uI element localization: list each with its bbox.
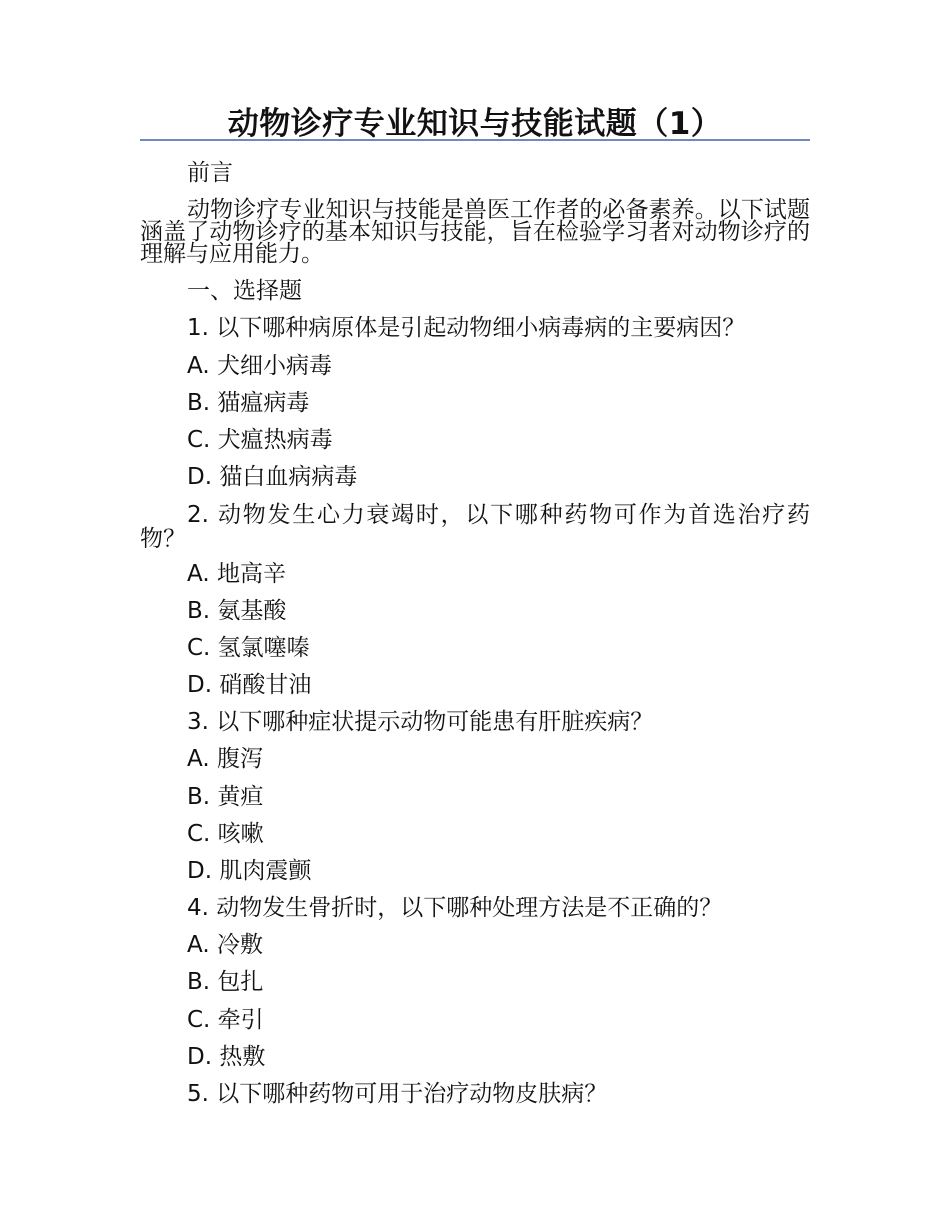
question-3-option-a: A. 腹泻 xyxy=(187,746,263,772)
preface-heading: 前言 xyxy=(187,160,233,186)
question-4-option-c: C. 牵引 xyxy=(187,1007,264,1033)
question-2-option-a: A. 地高辛 xyxy=(187,561,286,587)
question-1-option-c: C. 犬瘟热病毒 xyxy=(187,427,333,453)
question-4-option-a: A. 冷敷 xyxy=(187,932,263,958)
question-4-option-b: B. 包扎 xyxy=(187,969,264,995)
question-2-option-c: C. 氢氯噻嗪 xyxy=(187,635,310,661)
question-3-option-d: D. 肌肉震颤 xyxy=(187,858,312,884)
question-3-option-c: C. 咳嗽 xyxy=(187,821,264,847)
question-1-option-a: A. 犬细小病毒 xyxy=(187,353,332,379)
question-2: 2. 动物发生心力衰竭时，以下哪种药物可作为首选治疗药物？ xyxy=(140,502,810,552)
section-heading: 一、选择题 xyxy=(187,278,302,304)
question-4: 4. 动物发生骨折时，以下哪种处理方法是不正确的？ xyxy=(187,895,723,921)
question-1: 1. 以下哪种病原体是引起动物细小病毒病的主要病因？ xyxy=(187,315,746,341)
question-4-option-d: D. 热敷 xyxy=(187,1044,266,1070)
title-underline xyxy=(140,139,810,141)
question-3-option-b: B. 黄疸 xyxy=(187,784,264,810)
question-3: 3. 以下哪种症状提示动物可能患有肝脏疾病？ xyxy=(187,709,654,735)
question-2-option-b: B. 氨基酸 xyxy=(187,598,287,624)
question-2-option-d: D. 硝酸甘油 xyxy=(187,672,312,698)
document-title: 动物诊疗专业知识与技能试题（1） xyxy=(227,106,723,142)
question-1-option-b: B. 猫瘟病毒 xyxy=(187,390,310,416)
question-5: 5. 以下哪种药物可用于治疗动物皮肤病？ xyxy=(187,1081,608,1107)
question-1-option-d: D. 猫白血病病毒 xyxy=(187,464,358,490)
preface-paragraph: 动物诊疗专业知识与技能是兽医工作者的必备素养。以下试题涵盖了动物诊疗的基本知识与技能，旨在检验学习者对动物诊疗的理解与应用能力。 xyxy=(140,197,810,267)
